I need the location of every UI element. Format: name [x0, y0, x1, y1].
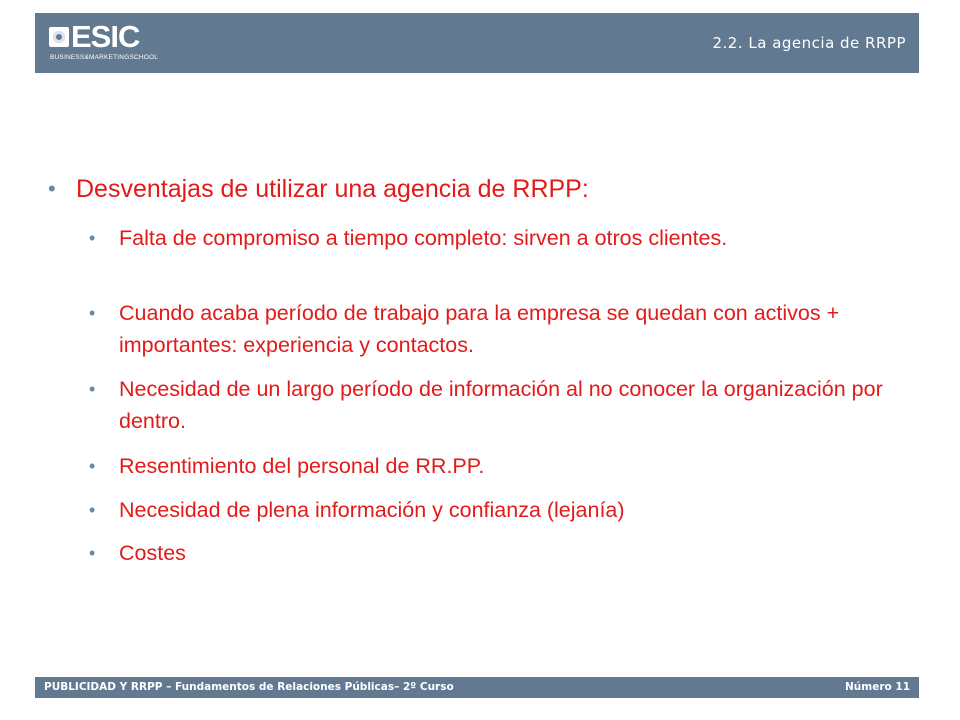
- bullet-marker: •: [89, 500, 96, 520]
- slide-heading: [48, 173, 926, 205]
- bullet-marker: •: [89, 228, 96, 248]
- bullet-marker: •: [89, 379, 96, 399]
- section-title: 2.2. La agencia de RRPP: [712, 34, 906, 52]
- list-item-text: Necesidad de plena información y confianza (lejanía): [119, 498, 625, 522]
- bullet-marker: •: [89, 456, 96, 476]
- list-item: [89, 297, 919, 361]
- bullet-marker: •: [48, 176, 56, 201]
- bullet-marker: •: [89, 303, 96, 323]
- logo-subtext: BUSINESS&MARKETINGSCHOOL: [50, 54, 159, 61]
- list-item: [89, 373, 919, 437]
- list-item: [89, 450, 919, 482]
- footer-course: PUBLICIDAD Y RRPP – Fundamentos de Relaciones Públicas– 2º Curso: [44, 681, 454, 693]
- heading-text: Desventajas de utilizar una agencia de RRPP:: [76, 175, 589, 203]
- page-number: Número 11: [845, 681, 910, 693]
- list-item-text: Necesidad de un largo período de información al no conocer la organización por dentro.: [119, 377, 883, 433]
- list-item-text: Resentimiento del personal de RR.PP.: [119, 454, 485, 478]
- list-item-text: Cuando acaba período de trabajo para la empresa se quedan con activos + importantes: experiencia y contactos.: [119, 301, 840, 357]
- list-item-text: Costes: [119, 541, 186, 565]
- list-item-text: Falta de compromiso a tiempo completo: sirven a otros clientes.: [119, 226, 728, 250]
- list-item: [89, 222, 919, 254]
- list-item: [89, 494, 919, 526]
- bullet-marker: •: [89, 543, 96, 563]
- list-item: [89, 537, 919, 569]
- footer-bar: [35, 677, 919, 698]
- logo-wordmark: ESIC: [71, 19, 140, 54]
